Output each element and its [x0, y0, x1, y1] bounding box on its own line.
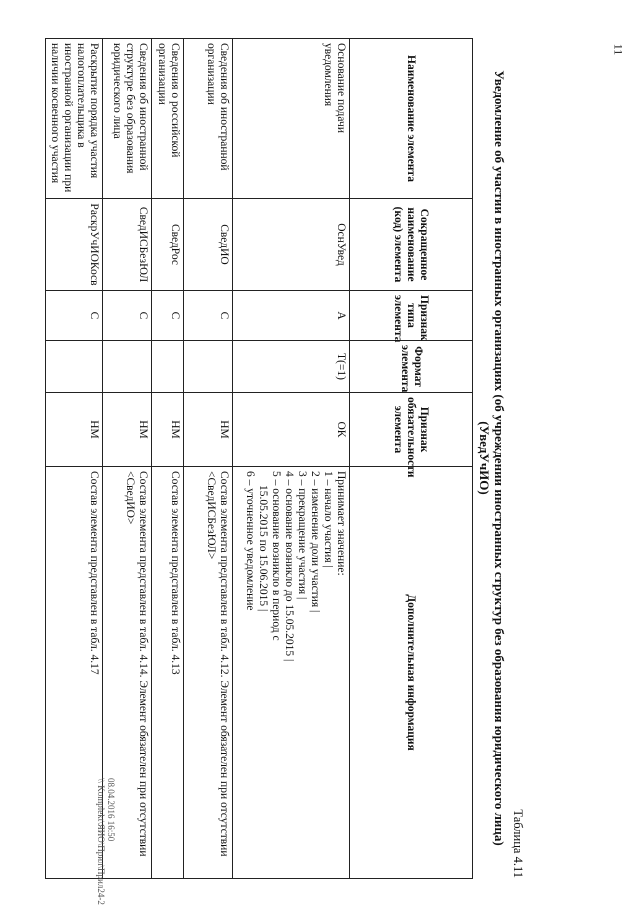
- element-name-cell: Основание подачи уведомления: [233, 39, 350, 199]
- element-type-cell: С: [152, 291, 184, 341]
- element-format-cell: T(=1): [233, 341, 350, 393]
- element-info-cell: Состав элемента представлен в табл. 4.17: [46, 467, 103, 879]
- value-list-item: 2 – изменение доли участия |: [309, 471, 321, 613]
- value-list-item: 4 – основание возникло до 15.05.2015 |: [283, 471, 295, 662]
- column-header: Признак типа элемента: [350, 291, 473, 341]
- element-name-cell: Сведения о российской организации: [152, 39, 184, 199]
- table-row: [46, 39, 103, 879]
- element-format-cell: [46, 341, 103, 393]
- column-header: Дополнительная информация: [350, 467, 473, 879]
- element-name-cell: Раскрытие порядка участия налогоплательщика в иностранной организации при наличии косвенного участия: [46, 39, 103, 199]
- element-code-cell: РаскрУчИОКосв: [46, 199, 103, 291]
- column-header: Наименование элемента: [350, 39, 473, 199]
- element-format-cell: [103, 341, 152, 393]
- element-type-cell: А: [233, 291, 350, 341]
- element-name-cell: Сведения об иностранной организации: [184, 39, 233, 199]
- element-format-cell: [184, 341, 233, 393]
- table-header-row: [350, 39, 473, 879]
- value-list-item: 5 – основание возникло в период с: [270, 471, 282, 641]
- table-row: [152, 39, 184, 879]
- element-code-cell: СведИО: [184, 199, 233, 291]
- column-header: Формат элемента: [350, 341, 473, 393]
- element-format-cell: [152, 341, 184, 393]
- element-code-cell: ОснУвед: [233, 199, 350, 291]
- value-list-intro: Принимает значение:: [335, 471, 347, 576]
- element-required-cell: НМ: [152, 393, 184, 467]
- element-required-cell: НМ: [103, 393, 152, 467]
- value-list-item: 3 – прекращение участия |: [296, 471, 308, 600]
- column-header: Сокращенное наименование (код) элемента: [350, 199, 473, 291]
- element-info-cell: Состав элемента представлен в табл. 4.13: [152, 467, 184, 879]
- element-type-cell: С: [103, 291, 152, 341]
- table-number: Таблица 4.11: [511, 809, 525, 878]
- element-info-cell: [233, 467, 350, 879]
- table-row: [103, 39, 152, 879]
- element-code-cell: СведИСБезЮЛ: [103, 199, 152, 291]
- margin-note-line: 08.04.2016 16:50: [106, 778, 116, 842]
- value-list-item: 15.05.2015 по 15.06.2015 |: [257, 485, 269, 612]
- value-list: [243, 471, 347, 874]
- element-info-cell: Состав элемента представлен в табл. 4.14. Элемент обязателен при отсутствии <СведИО>: [103, 467, 152, 879]
- element-type-cell: С: [46, 291, 103, 341]
- column-header: Признак обязательности элемента: [350, 393, 473, 467]
- element-info-cell: Состав элемента представлен в табл. 4.12. Элемент обязателен при отсутствии <СведИСБезЮЛ>: [184, 467, 233, 879]
- element-table: [45, 38, 473, 905]
- rotated-page-content: [49, 38, 525, 905]
- table-row: [233, 39, 350, 879]
- element-code-cell: СведРос: [152, 199, 184, 291]
- element-type-cell: С: [184, 291, 233, 341]
- table-row: [184, 39, 233, 879]
- value-list-item: 1 – начало участия |: [322, 471, 334, 568]
- value-list-item: 6 – уточненное уведомление: [244, 471, 256, 611]
- page-number: 11: [611, 43, 626, 56]
- margin-note: [96, 778, 116, 905]
- element-required-cell: НМ: [184, 393, 233, 467]
- element-name-cell: Сведения об иностранной структуре без образования юридического лица: [103, 39, 152, 199]
- element-required-cell: ОК: [233, 393, 350, 467]
- margin-note-line: \\ Komplekt\ЯИО\Прил\Прил24-2: [96, 778, 106, 905]
- element-required-cell: НМ: [46, 393, 103, 467]
- table-title: Уведомление об участии в иностранных организациях (об учреждении иностранных структур без образования юридического лица) (УведУчИО): [477, 70, 507, 846]
